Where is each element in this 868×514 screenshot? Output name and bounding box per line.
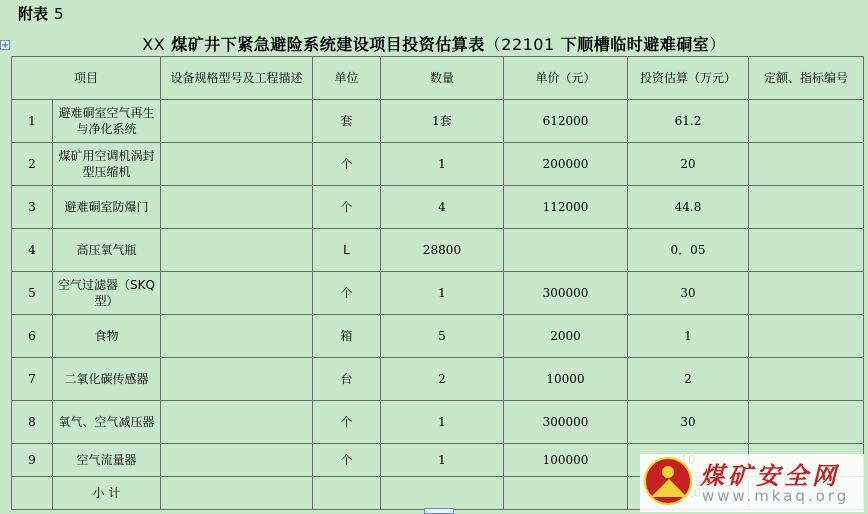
item-qty[interactable]: 1 [381,444,504,477]
item-qty[interactable]: 28800 [381,229,504,272]
item-estimate[interactable]: 44.8 [628,186,749,229]
row-number[interactable]: 4 [12,229,53,272]
item-price[interactable]: 300000 [504,401,628,444]
row-number[interactable]: 7 [12,358,53,401]
table-row [12,143,864,186]
page-title [0,32,868,55]
item-quota[interactable] [749,100,864,143]
row-number[interactable]: 1 [12,100,53,143]
table-row [12,358,864,401]
item-name[interactable]: 空气流量器 [53,444,161,477]
title-prefix: XX [142,35,166,54]
watermark-logo-icon [644,457,692,505]
item-price[interactable]: 10000 [504,358,628,401]
item-estimate[interactable]: 61.2 [628,100,749,143]
item-quota[interactable] [749,401,864,444]
subtotal-label[interactable]: 小 计 [53,477,161,510]
title-paren-open: （ [484,35,502,54]
item-unit[interactable]: 套 [313,100,381,143]
item-qty[interactable]: 2 [381,358,504,401]
item-spec[interactable] [161,444,313,477]
item-qty[interactable]: 1套 [381,100,504,143]
item-qty[interactable]: 5 [381,315,504,358]
appendix-number: 5 [54,5,64,23]
item-quota[interactable] [749,358,864,401]
item-spec[interactable] [161,358,313,401]
appendix-label [18,3,64,24]
item-name[interactable]: 二氧化碳传感器 [53,358,161,401]
item-unit[interactable]: 个 [313,186,381,229]
item-unit[interactable]: 台 [313,358,381,401]
item-unit[interactable]: 个 [313,444,381,477]
subtotal-price[interactable] [504,477,628,510]
item-spec[interactable] [161,315,313,358]
item-price[interactable]: 2000 [504,315,628,358]
item-unit[interactable]: 个 [313,143,381,186]
item-quota[interactable] [749,272,864,315]
item-name[interactable]: 避难硐室防爆门 [53,186,161,229]
item-name[interactable]: 高压氧气瓶 [53,229,161,272]
table-row [12,315,864,358]
header-item: 项目 [12,57,161,100]
header-estimate: 投资估算（万元） [628,57,749,100]
item-qty[interactable]: 4 [381,186,504,229]
table-resize-handle[interactable] [424,508,454,514]
item-unit[interactable]: 个 [313,401,381,444]
header-quota: 定额、指标编号 [749,57,864,100]
row-number[interactable]: 9 [12,444,53,477]
table-row [12,100,864,143]
title-paren-close: ） [709,35,726,54]
item-price[interactable]: 100000 [504,444,628,477]
item-quota[interactable] [749,315,864,358]
item-unit[interactable]: 个 [313,272,381,315]
item-spec[interactable] [161,272,313,315]
table-row [12,229,864,272]
subtotal-qty[interactable] [381,477,504,510]
row-number[interactable]: 2 [12,143,53,186]
header-qty: 数量 [381,57,504,100]
item-name[interactable]: 避难硐室空气再生与净化系统 [53,100,161,143]
table-row [12,272,864,315]
title-suffix: 下顺槽临时避难硐室 [554,35,710,54]
item-qty[interactable]: 1 [381,143,504,186]
investment-table [11,56,864,510]
item-name[interactable]: 食物 [53,315,161,358]
item-price[interactable]: 200000 [504,143,628,186]
subtotal-spec[interactable] [161,477,313,510]
item-estimate[interactable]: 30 [628,272,749,315]
item-name[interactable]: 空气过滤器（SKQ型） [53,272,161,315]
title-code: 22101 [501,35,555,54]
item-qty[interactable]: 1 [381,272,504,315]
item-quota[interactable] [749,143,864,186]
item-estimate[interactable]: 30 [628,401,749,444]
watermark-title: 煤矿安全网 [700,462,840,490]
item-spec[interactable] [161,186,313,229]
watermark [640,454,864,512]
item-estimate[interactable]: 2 [628,358,749,401]
subtotal-unit[interactable] [313,477,381,510]
title-main: 煤矿井下紧急避险系统建设项目投资估算表 [171,35,485,54]
row-number[interactable]: 6 [12,315,53,358]
row-number[interactable]: 5 [12,272,53,315]
header-spec: 设备规格型号及工程描述 [161,57,313,100]
item-price[interactable]: 300000 [504,272,628,315]
table-expand-handle[interactable]: + [1,40,10,51]
item-estimate[interactable]: 0．05 [628,229,749,272]
item-spec[interactable] [161,229,313,272]
item-quota[interactable] [749,229,864,272]
item-unit[interactable]: 箱 [313,315,381,358]
item-name[interactable]: 煤矿用空调机涡封型压缩机 [53,143,161,186]
header-row [12,57,864,100]
item-estimate[interactable]: 1 [628,315,749,358]
subtotal-no[interactable] [12,477,53,510]
watermark-url: www.mkaq.org [702,487,850,505]
item-qty[interactable]: 1 [381,401,504,444]
item-quota[interactable] [749,186,864,229]
item-spec[interactable] [161,100,313,143]
appendix-text: 附表 [18,5,49,23]
item-unit[interactable]: L [313,229,381,272]
item-estimate[interactable]: 20 [628,143,749,186]
item-spec[interactable] [161,143,313,186]
item-price[interactable] [504,229,628,272]
row-number[interactable]: 3 [12,186,53,229]
row-number[interactable]: 8 [12,401,53,444]
item-name[interactable]: 氧气、空气减压器 [53,401,161,444]
header-price: 单价（元） [504,57,628,100]
table-row [12,186,864,229]
item-spec[interactable] [161,401,313,444]
header-unit: 单位 [313,57,381,100]
table-row [12,401,864,444]
item-price[interactable]: 112000 [504,186,628,229]
item-price[interactable]: 612000 [504,100,628,143]
